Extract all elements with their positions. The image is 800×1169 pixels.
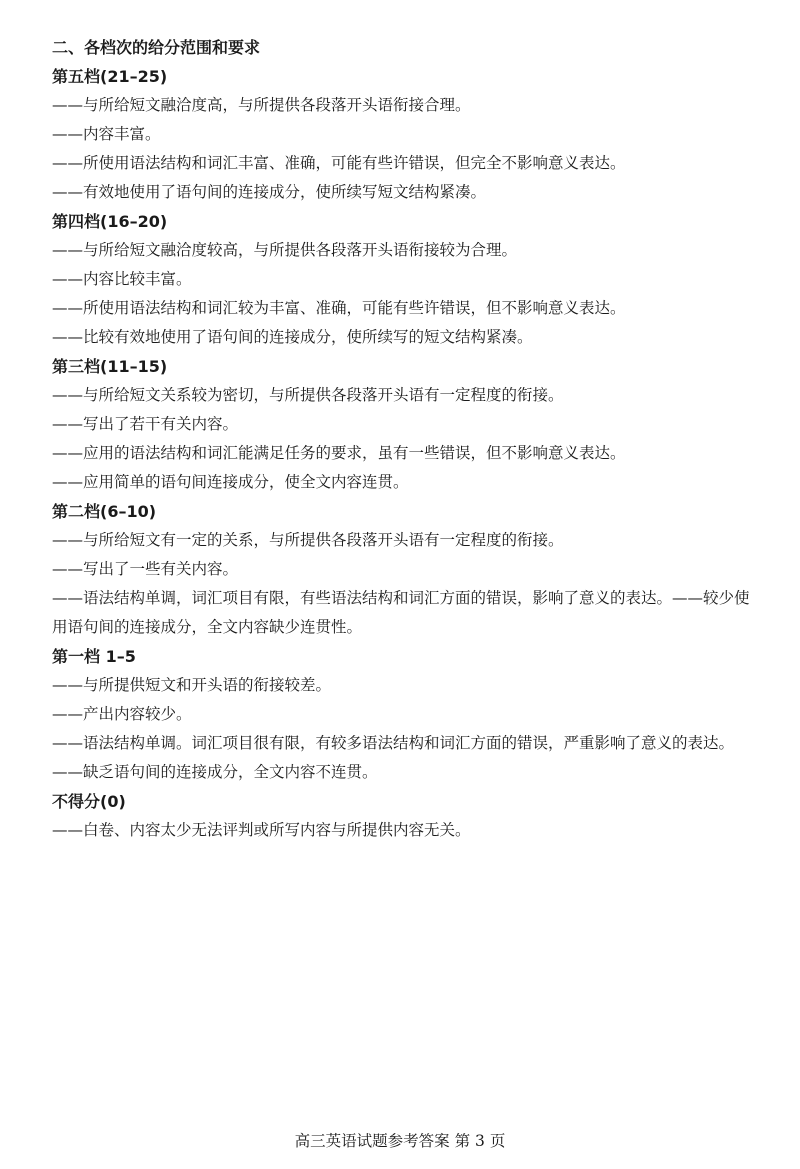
level-block-3 bbox=[52, 352, 760, 497]
level-block-4 bbox=[52, 207, 760, 352]
criterion-item: ——所使用语法结构和词汇丰富、准确，可能有些许错误，但完全不影响意义表达。 bbox=[52, 154, 626, 172]
criterion-item: ——应用简单的语句间连接成分，使全文内容连贯。 bbox=[52, 473, 409, 491]
criterion-item: ——白卷、内容太少无法评判或所写内容与所提供内容无关。 bbox=[52, 821, 471, 839]
criterion-item: ——应用的语法结构和词汇能满足任务的要求，虽有一些错误，但不影响意义表达。 bbox=[52, 444, 626, 462]
level-title: 第三档(11–15) bbox=[52, 357, 168, 376]
criterion-item: ——缺乏语句间的连接成分，全文内容不连贯。 bbox=[52, 763, 378, 781]
criterion-item: ——内容比较丰富。 bbox=[52, 270, 192, 288]
level-title: 第五档(21–25) bbox=[52, 67, 168, 86]
criterion-item: ——产出内容较少。 bbox=[52, 705, 192, 723]
level-title: 第四档(16–20) bbox=[52, 212, 168, 231]
criterion-item: ——比较有效地使用了语句间的连接成分，使所续写的短文结构紧凑。 bbox=[52, 328, 533, 346]
criterion-item: ——语法结构单调。词汇项目很有限，有较多语法结构和词汇方面的错误，严重影响了意义的表达。 bbox=[52, 734, 735, 752]
criterion-item: ——有效地使用了语句间的连接成分，使所续写短文结构紧凑。 bbox=[52, 183, 487, 201]
level-title: 第二档(6–10) bbox=[52, 502, 157, 521]
scoring-rubric bbox=[52, 33, 760, 845]
level-block-0 bbox=[52, 787, 760, 845]
criterion-item: ——与所给短文融洽度高，与所提供各段落开头语衔接合理。 bbox=[52, 96, 471, 114]
criterion-item: ——写出了若干有关内容。 bbox=[52, 415, 239, 433]
criterion-item: ——与所给短文有一定的关系，与所提供各段落开头语有一定程度的衔接。 bbox=[52, 531, 564, 549]
criterion-item: ——与所提供短文和开头语的衔接较差。 bbox=[52, 676, 332, 694]
criterion-item: ——内容丰富。 bbox=[52, 125, 161, 143]
level-title: 第一档 1–5 bbox=[52, 647, 136, 666]
section-title: 二、各档次的给分范围和要求 bbox=[52, 38, 261, 57]
level-block-1 bbox=[52, 642, 760, 787]
level-block-2 bbox=[52, 497, 760, 642]
criterion-item: ——写出了一些有关内容。 bbox=[52, 560, 239, 578]
criterion-item: ——语法结构单调，词汇项目有限，有些语法结构和词汇方面的错误，影响了意义的表达。——较少使用语句间的连接成分，全文内容缺少连贯性。 bbox=[52, 589, 750, 636]
criterion-item: ——与所给短文关系较为密切，与所提供各段落开头语有一定程度的衔接。 bbox=[52, 386, 564, 404]
page-footer: 高三英语试题参考答案 第 3 页 bbox=[294, 1132, 506, 1150]
level-title: 不得分(0) bbox=[52, 792, 126, 811]
criterion-item: ——所使用语法结构和词汇较为丰富、准确，可能有些许错误，但不影响意义表达。 bbox=[52, 299, 626, 317]
criterion-item: ——与所给短文融洽度较高，与所提供各段落开头语衔接较为合理。 bbox=[52, 241, 518, 259]
level-block-5 bbox=[52, 62, 760, 207]
